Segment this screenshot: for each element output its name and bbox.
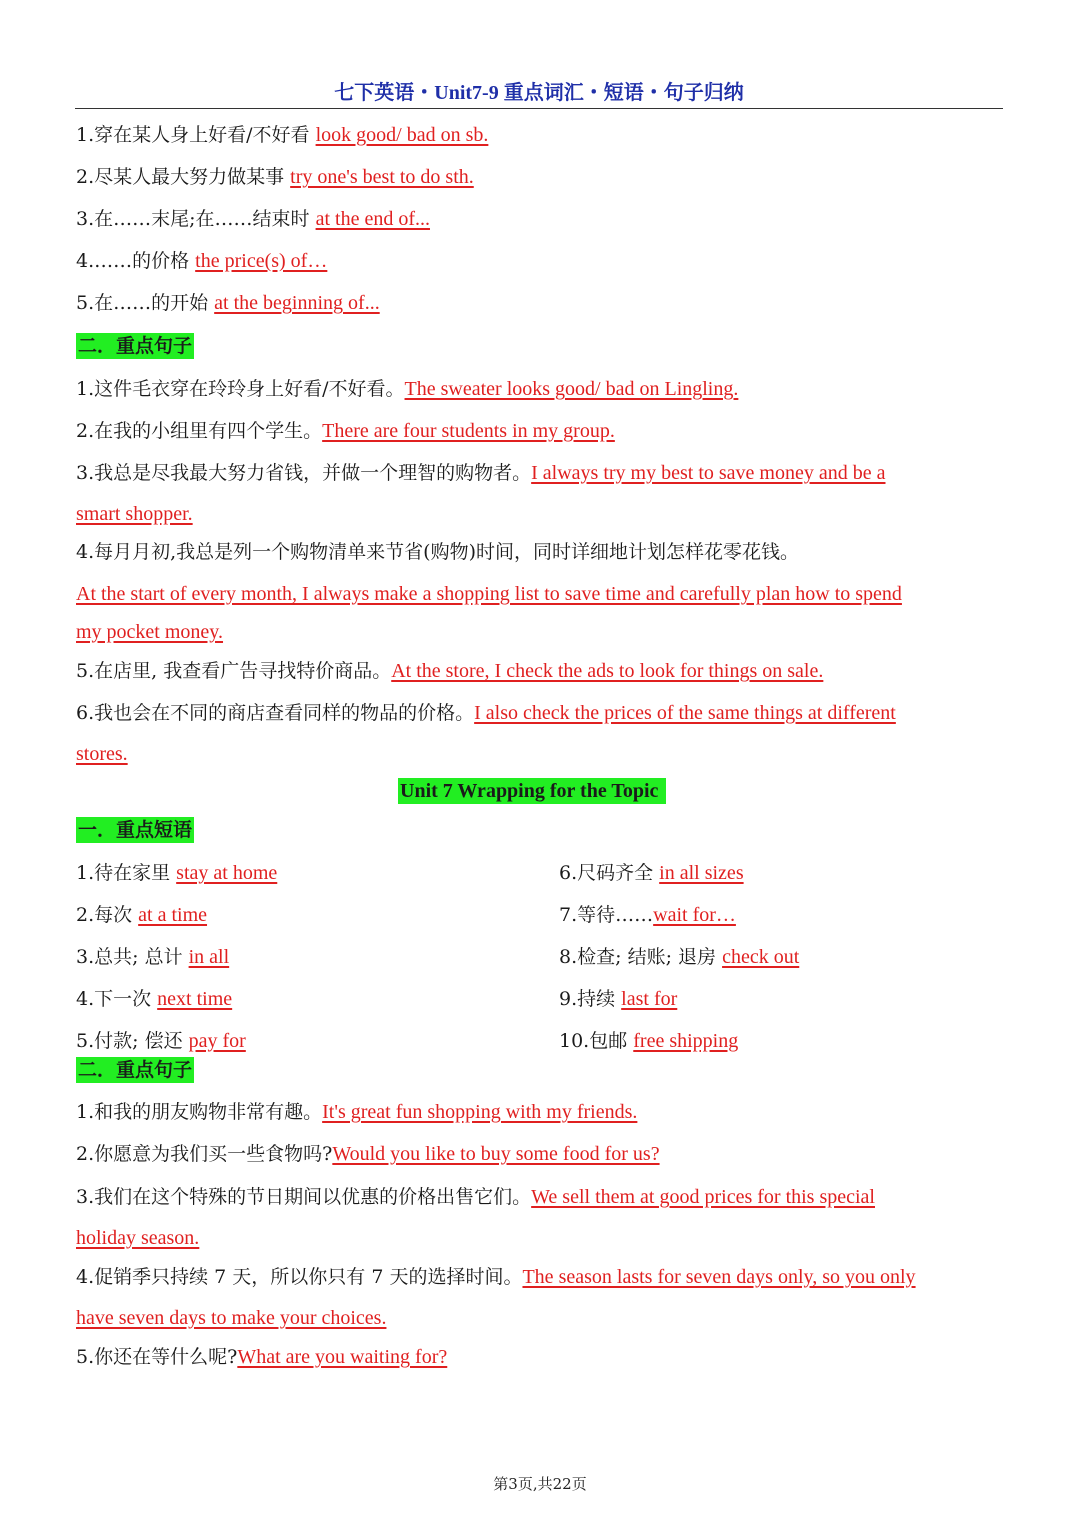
list-item: 4.每月月初,我总是列一个购物清单来节省(购物)时间，同时详细地计划怎样花零花钱。 — [76, 541, 799, 563]
page-title: 七下英语・Unit7-9 重点词汇・短语・句子归纳 — [334, 82, 744, 104]
list-item-continued: have seven days to make your choices. — [76, 1307, 387, 1329]
section-label: 二．重点句子 — [78, 335, 193, 357]
list-item: 3.在……末尾;在……结束时 at the end of... — [76, 208, 430, 230]
list-item: 5.你还在等什么呢?What are you waiting for? — [76, 1346, 448, 1368]
list-item: 3.我们在这个特殊的节日期间以优惠的价格出售它们。We sell them at good prices for this special — [76, 1186, 875, 1208]
header-divider — [75, 108, 1003, 109]
list-item: 4.……的价格 the price(s) of… — [76, 250, 328, 272]
section-label: 二．重点句子 — [78, 1059, 193, 1081]
list-item: 8.检查; 结账; 退房 check out — [559, 946, 800, 968]
list-item: 2.在我的小组里有四个学生。There are four students in my group. — [76, 420, 615, 442]
page-number: 第3页,共22页 — [493, 1475, 587, 1493]
list-item: 4.促销季只持续 7 天，所以你只有 7 天的选择时间。The season lasts for seven days only, so you only — [76, 1266, 916, 1288]
list-item: 1.待在家里 stay at home — [76, 862, 278, 884]
list-item: 4.下一次 next time — [76, 988, 233, 1010]
list-item: 5.在店里, 我查看广告寻找特价商品。At the store, I check the ads to look for things on sale. — [76, 660, 824, 682]
list-item: 1.这件毛衣穿在玲玲身上好看/不好看。The sweater looks good/ bad on Lingling. — [76, 378, 739, 400]
list-item-continued: my pocket money. — [76, 621, 224, 643]
list-item-continued: At the start of every month, I always make a shopping list to save time and carefully plan how to spend — [76, 583, 902, 605]
list-item: 6.我也会在不同的商店查看同样的物品的价格。I also check the prices of the same things at different — [76, 702, 896, 724]
list-item: 2.尽某人最大努力做某事 try one's best to do sth. — [76, 166, 474, 188]
list-item: 3.我总是尽我最大努力省钱，并做一个理智的购物者。I always try my best to save money and be a — [76, 462, 886, 484]
list-item: 5.付款; 偿还 pay for — [76, 1030, 246, 1052]
list-item: 7.等待……wait for… — [559, 904, 736, 926]
list-item: 5.在……的开始 at the beginning of... — [76, 292, 380, 314]
list-item-continued: stores. — [76, 743, 128, 765]
section-label: 一．重点短语 — [78, 819, 193, 841]
list-item: 6.尺码齐全 in all sizes — [559, 862, 744, 884]
list-item: 1.和我的朋友购物非常有趣。It's great fun shopping with my friends. — [76, 1101, 638, 1123]
list-item: 1.穿在某人身上好看/不好看 look good/ bad on sb. — [76, 124, 489, 146]
list-item: 10.包邮 free shipping — [559, 1030, 739, 1052]
unit-title: Unit 7 Wrapping for the Topic — [398, 778, 666, 804]
list-item: 3.总共; 总计 in all — [76, 946, 230, 968]
list-item: 2.每次 at a time — [76, 904, 208, 926]
list-item-continued: smart shopper. — [76, 503, 193, 525]
list-item: 2.你愿意为我们买一些食物吗?Would you like to buy some food for us? — [76, 1143, 660, 1165]
list-item-continued: holiday season. — [76, 1227, 200, 1249]
list-item: 9.持续 last for — [559, 988, 678, 1010]
